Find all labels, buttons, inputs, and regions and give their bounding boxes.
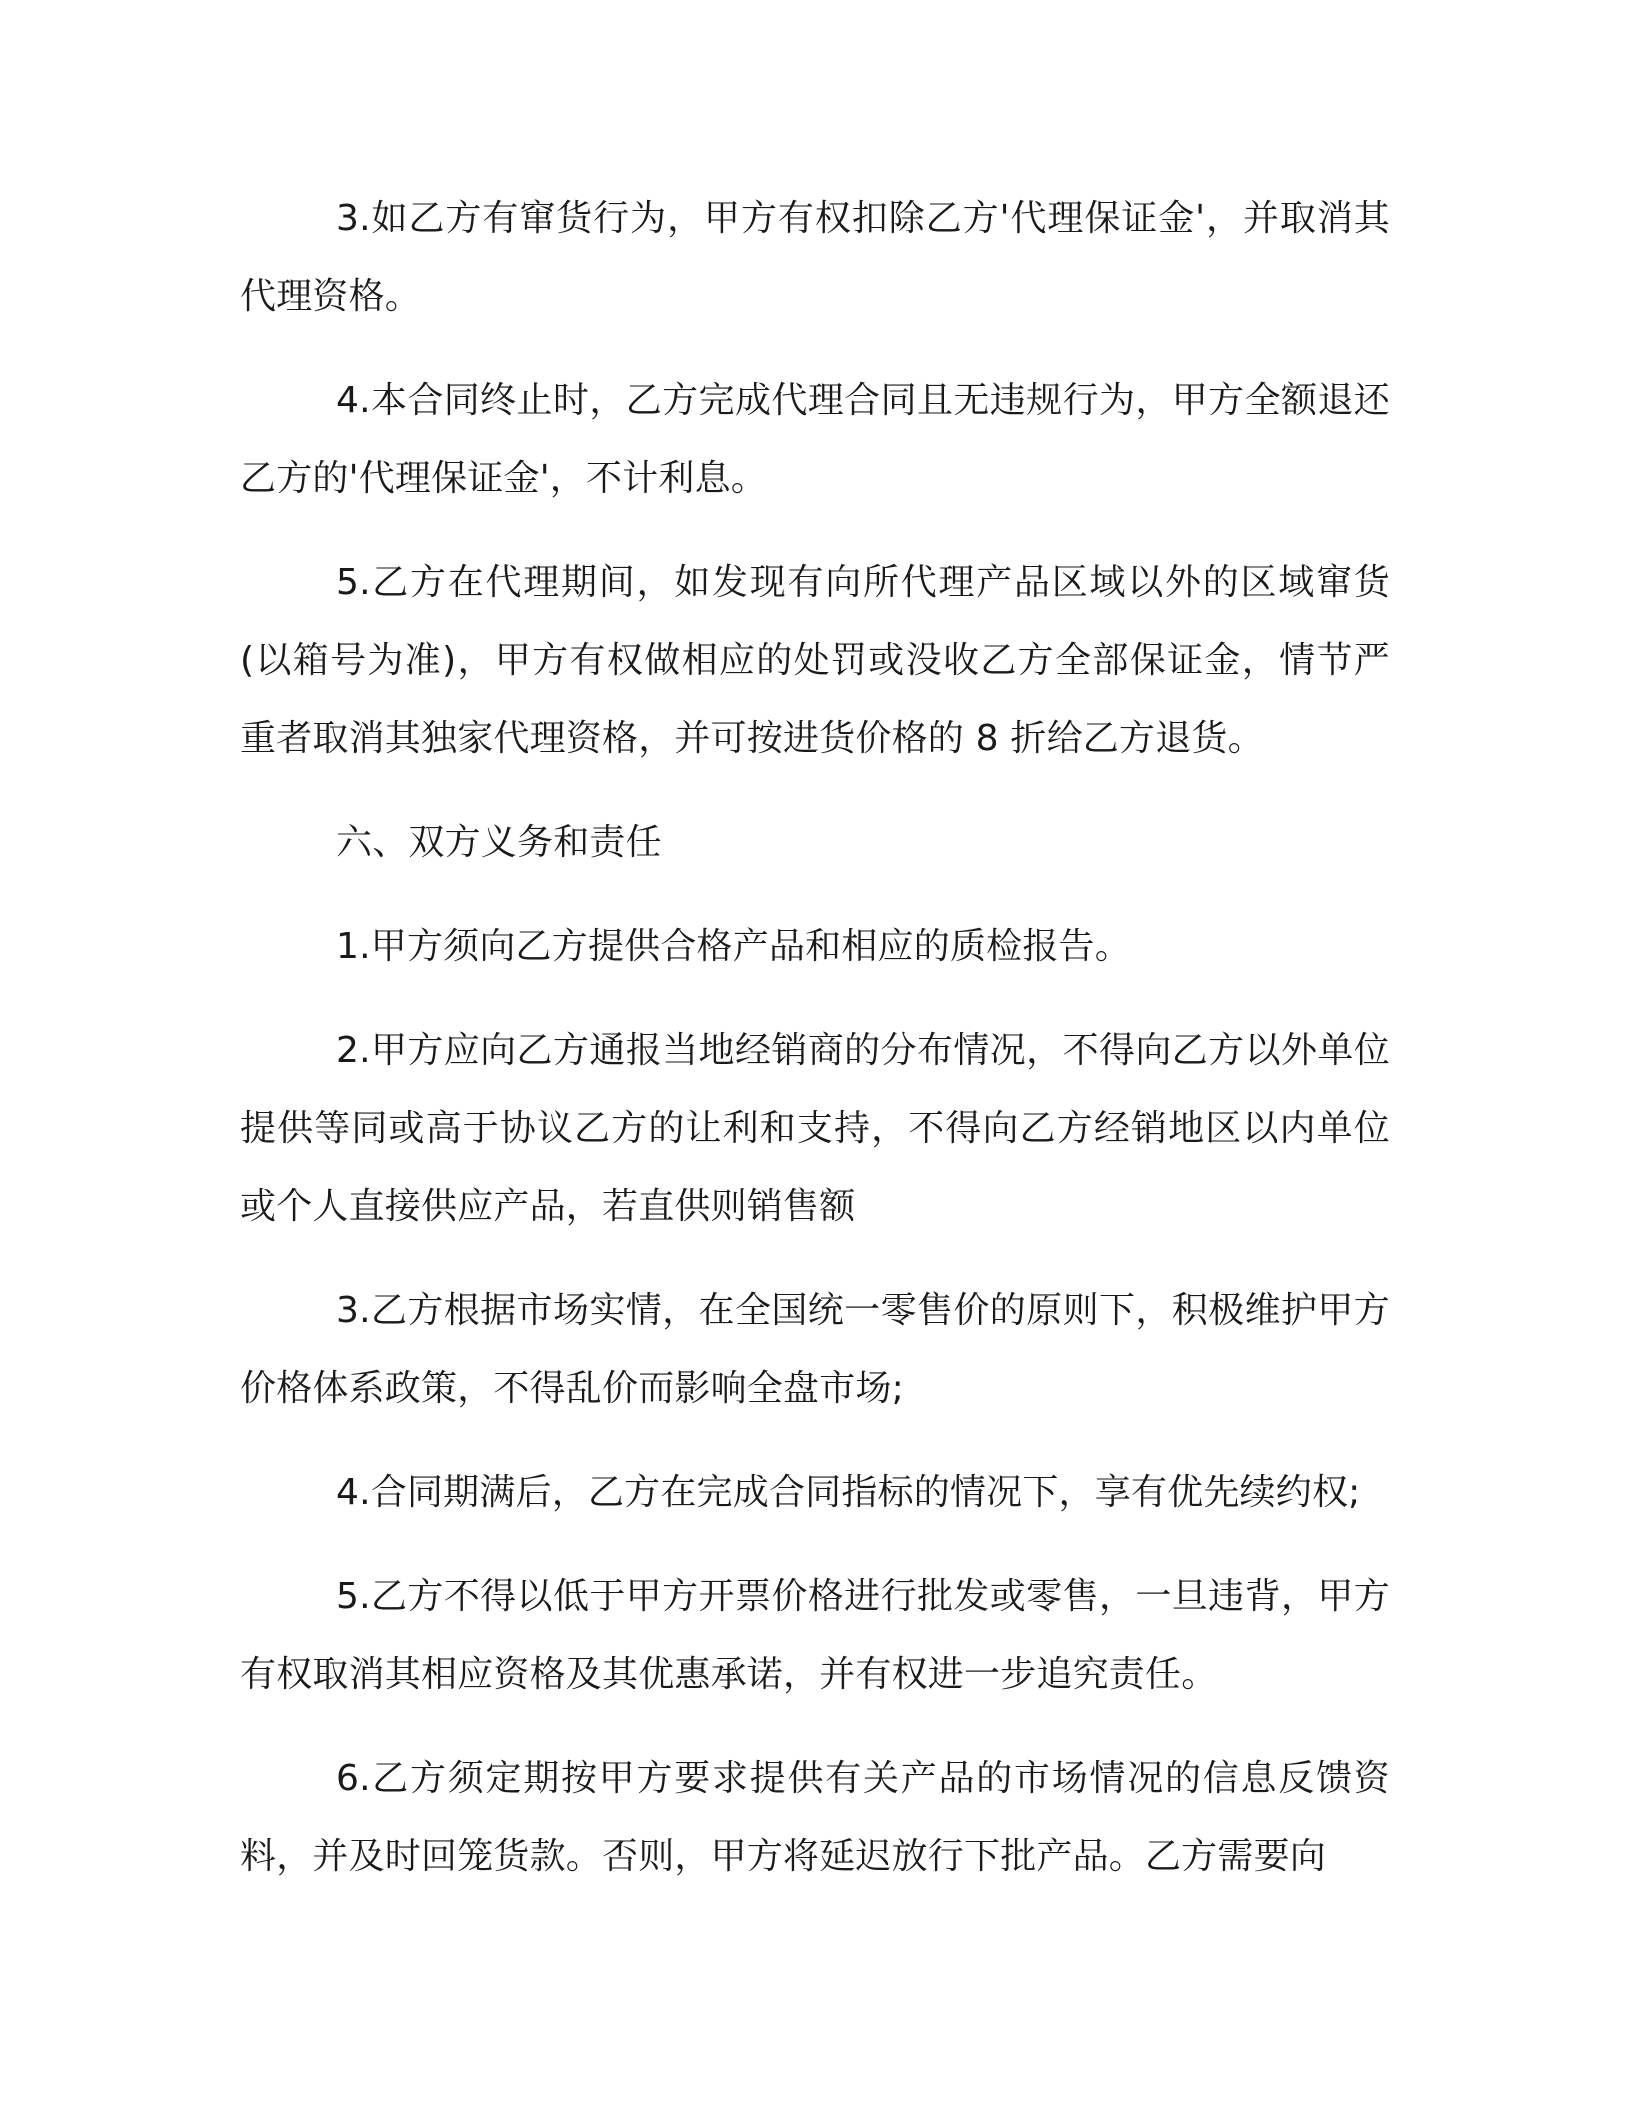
obligation-3: 3.乙方根据市场实情，在全国统一零售价的原则下，积极维护甲方价格体系政策，不得乱价而影响全盘市场;	[240, 1290, 1390, 1409]
obligation-2: 2.甲方应向乙方通报当地经销商的分布情况，不得向乙方以外单位提供等同或高于协议乙方的让利和支持，不得向乙方经销地区以内单位或个人直接供应产品，若直供则销售额	[240, 1030, 1390, 1227]
clause-4-deposit-refund: 4.本合同终止时，乙方完成代理合同且无违规行为，甲方全额退还乙方的'代理保证金'，不计利息。	[240, 380, 1390, 499]
obligation-6: 6.乙方须定期按甲方要求提供有关产品的市场情况的信息反馈资料，并及时回笼货款。否则，甲方将延迟放行下批产品。乙方需要向	[240, 1758, 1390, 1877]
obligation-4: 4.合同期满后，乙方在完成合同指标的情况下，享有优先续约权;	[336, 1472, 1361, 1513]
obligation-1: 1.甲方须向乙方提供合格产品和相应的质检报告。	[336, 926, 1131, 967]
section-heading-obligations: 六、双方义务和责任	[336, 822, 662, 863]
clause-5-penalty: 5.乙方在代理期间，如发现有向所代理产品区域以外的区域窜货(以箱号为准)，甲方有权做相应的处罚或没收乙方全部保证金，情节严重者取消其独家代理资格，并可按进货价格的 8 折给乙方退货。	[240, 562, 1390, 759]
document-body	[240, 180, 1390, 1922]
clause-3-smuggling: 3.如乙方有窜货行为，甲方有权扣除乙方'代理保证金'，并取消其代理资格。	[240, 198, 1390, 317]
obligation-5: 5.乙方不得以低于甲方开票价格进行批发或零售，一旦违背，甲方有权取消其相应资格及其优惠承诺，并有权进一步追究责任。	[240, 1576, 1390, 1695]
